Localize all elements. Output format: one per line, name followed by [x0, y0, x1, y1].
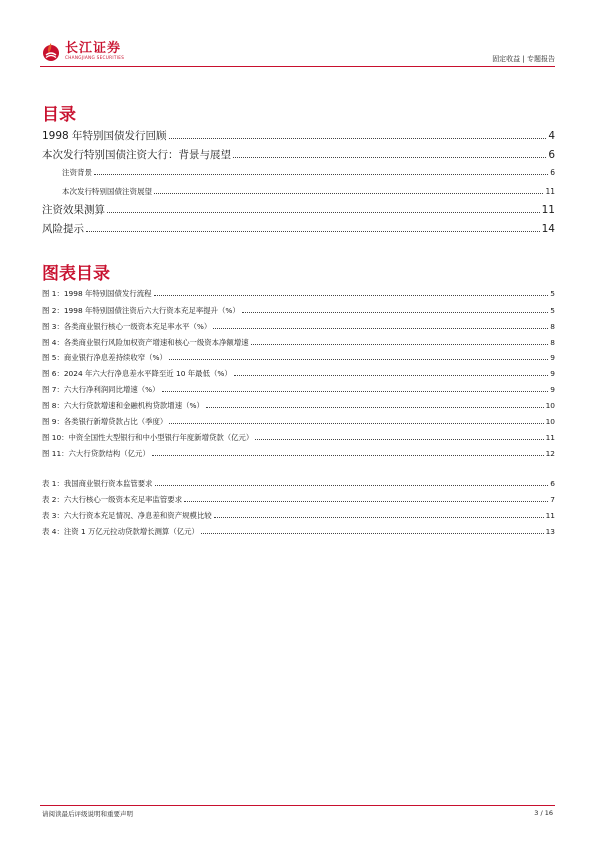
table-entry-label: 表 1：我国商业银行资本监管要求: [42, 479, 153, 488]
dot-leader: [152, 455, 544, 456]
toc-item-label: 风险提示: [42, 223, 84, 235]
figure-entry[interactable]: [42, 288, 555, 299]
figure-entry-page: 12: [545, 449, 555, 458]
figure-entry[interactable]: [42, 448, 555, 459]
toc-item-page: 4: [548, 130, 555, 142]
figure-entry-page: 5: [550, 306, 555, 315]
figure-entry[interactable]: [42, 321, 555, 332]
toc-item-page: 14: [541, 223, 555, 235]
logo-english-name: CHANGJIANG SECURITIES: [65, 54, 125, 60]
company-logo: [40, 38, 124, 64]
toc-item-label: 1998 年特别国债发行回顾: [42, 130, 167, 142]
figure-entry[interactable]: [42, 352, 555, 363]
table-entry[interactable]: [42, 510, 555, 521]
table-entry-label: 表 2：六大行核心一级资本充足率监管要求: [42, 495, 183, 504]
toc-subitem[interactable]: [62, 167, 555, 178]
toc-item-label: 本次发行特别国债注资展望: [62, 187, 152, 196]
dot-leader: [169, 423, 543, 424]
figure-entry[interactable]: [42, 400, 555, 411]
table-entry-page: 13: [545, 527, 555, 536]
disclaimer-notice: 请阅读最后评级说明和重要声明: [42, 810, 133, 818]
dot-leader: [169, 359, 548, 360]
toc-item-page: 11: [541, 204, 555, 216]
figure-entry-page: 9: [550, 353, 555, 362]
dot-leader: [86, 231, 540, 232]
toc-item-label: 注资效果测算: [42, 204, 105, 216]
page-header: [40, 38, 555, 66]
figure-entry-label: 图 5：商业银行净息差持续收窄（%）: [42, 353, 167, 362]
dot-leader: [107, 212, 540, 213]
dot-leader: [162, 391, 549, 392]
header-divider: [40, 66, 555, 67]
toc-item[interactable]: [42, 202, 555, 217]
toc-item[interactable]: [42, 128, 555, 143]
figure-entry-label: 图 6：2024 年六大行净息差水平降至近 10 年最低（%）: [42, 369, 232, 378]
toc-item[interactable]: [42, 221, 555, 236]
table-entry-page: 6: [550, 479, 555, 488]
figure-entry-page: 5: [550, 289, 555, 298]
table-entry[interactable]: [42, 526, 555, 537]
dot-leader: [201, 533, 544, 534]
dot-leader: [154, 295, 549, 296]
figure-entry-page: 8: [550, 338, 555, 347]
figure-entry[interactable]: [42, 305, 555, 316]
dot-leader: [255, 439, 543, 440]
dot-leader: [234, 375, 549, 376]
figure-entry-label: 图 11：六大行贷款结构（亿元）: [42, 449, 150, 458]
page-number: 3 / 16: [534, 809, 553, 817]
dot-leader: [154, 193, 543, 194]
table-entry-page: 7: [550, 495, 555, 504]
toc-item-page: 11: [545, 187, 555, 196]
dot-leader: [169, 138, 547, 139]
figure-entry-page: 11: [545, 433, 555, 442]
figure-entry-label: 图 7：六大行净利润同比增速（%）: [42, 385, 160, 394]
table-entry-page: 11: [545, 511, 555, 520]
dot-leader: [214, 517, 544, 518]
figure-entry[interactable]: [42, 432, 555, 443]
figure-entry-page: 10: [545, 417, 555, 426]
figures-list-title: 图表目录: [42, 264, 110, 284]
dot-leader: [206, 407, 544, 408]
toc-item-page: 6: [548, 149, 555, 161]
figure-entry[interactable]: [42, 384, 555, 395]
dot-leader: [184, 501, 548, 502]
table-entry[interactable]: [42, 478, 555, 489]
toc-item-label: 本次发行特别国债注资大行：背景与展望: [42, 149, 231, 161]
footer-divider: [40, 805, 555, 806]
figure-entry-label: 图 9：各类银行新增贷款占比（季度）: [42, 417, 168, 426]
figure-entry-page: 9: [550, 369, 555, 378]
toc-item[interactable]: [42, 147, 555, 162]
figure-entry-label: 图 4：各类商业银行风险加权资产增速和核心一级资本净额增速: [42, 338, 249, 347]
figure-entry[interactable]: [42, 368, 555, 379]
figure-entry-label: 图 8：六大行贷款增速和金融机构贷款增速（%）: [42, 401, 204, 410]
dot-leader: [233, 157, 546, 158]
logo-chinese-name: 长江证券: [65, 40, 122, 56]
figure-entry[interactable]: [42, 416, 555, 427]
dot-leader: [213, 328, 548, 329]
dot-leader: [94, 174, 548, 175]
figure-entry-page: 10: [545, 401, 555, 410]
toc-item-page: 6: [550, 168, 555, 177]
toc-item-label: 注资背景: [62, 168, 92, 177]
dot-leader: [242, 312, 548, 313]
figure-entry[interactable]: [42, 337, 555, 348]
figure-entry-page: 8: [550, 322, 555, 331]
toc-subitem[interactable]: [62, 186, 555, 197]
dot-leader: [155, 485, 549, 486]
figure-entry-label: 图 2：1998 年特别国债注资后六大行资本充足率提升（%）: [42, 306, 240, 315]
report-category: 固定收益 | 专题报告: [492, 55, 555, 63]
table-entry-label: 表 4：注资 1 万亿元拉动贷款增长测算（亿元）: [42, 527, 199, 536]
dot-leader: [251, 344, 549, 345]
figure-entry-label: 图 1：1998 年特别国债发行流程: [42, 289, 152, 298]
table-entry-label: 表 3：六大行资本充足情况、净息差和资产规模比较: [42, 511, 212, 520]
figure-entry-label: 图 3：各类商业银行核心一级资本充足率水平（%）: [42, 322, 212, 331]
table-entry[interactable]: [42, 494, 555, 505]
toc-title: 目录: [42, 105, 76, 125]
figure-entry-page: 9: [550, 385, 555, 394]
figure-entry-label: 图 10：中资全国性大型银行和中小型银行年度新增贷款（亿元）: [42, 433, 254, 442]
logo-flame-icon: [40, 40, 62, 62]
